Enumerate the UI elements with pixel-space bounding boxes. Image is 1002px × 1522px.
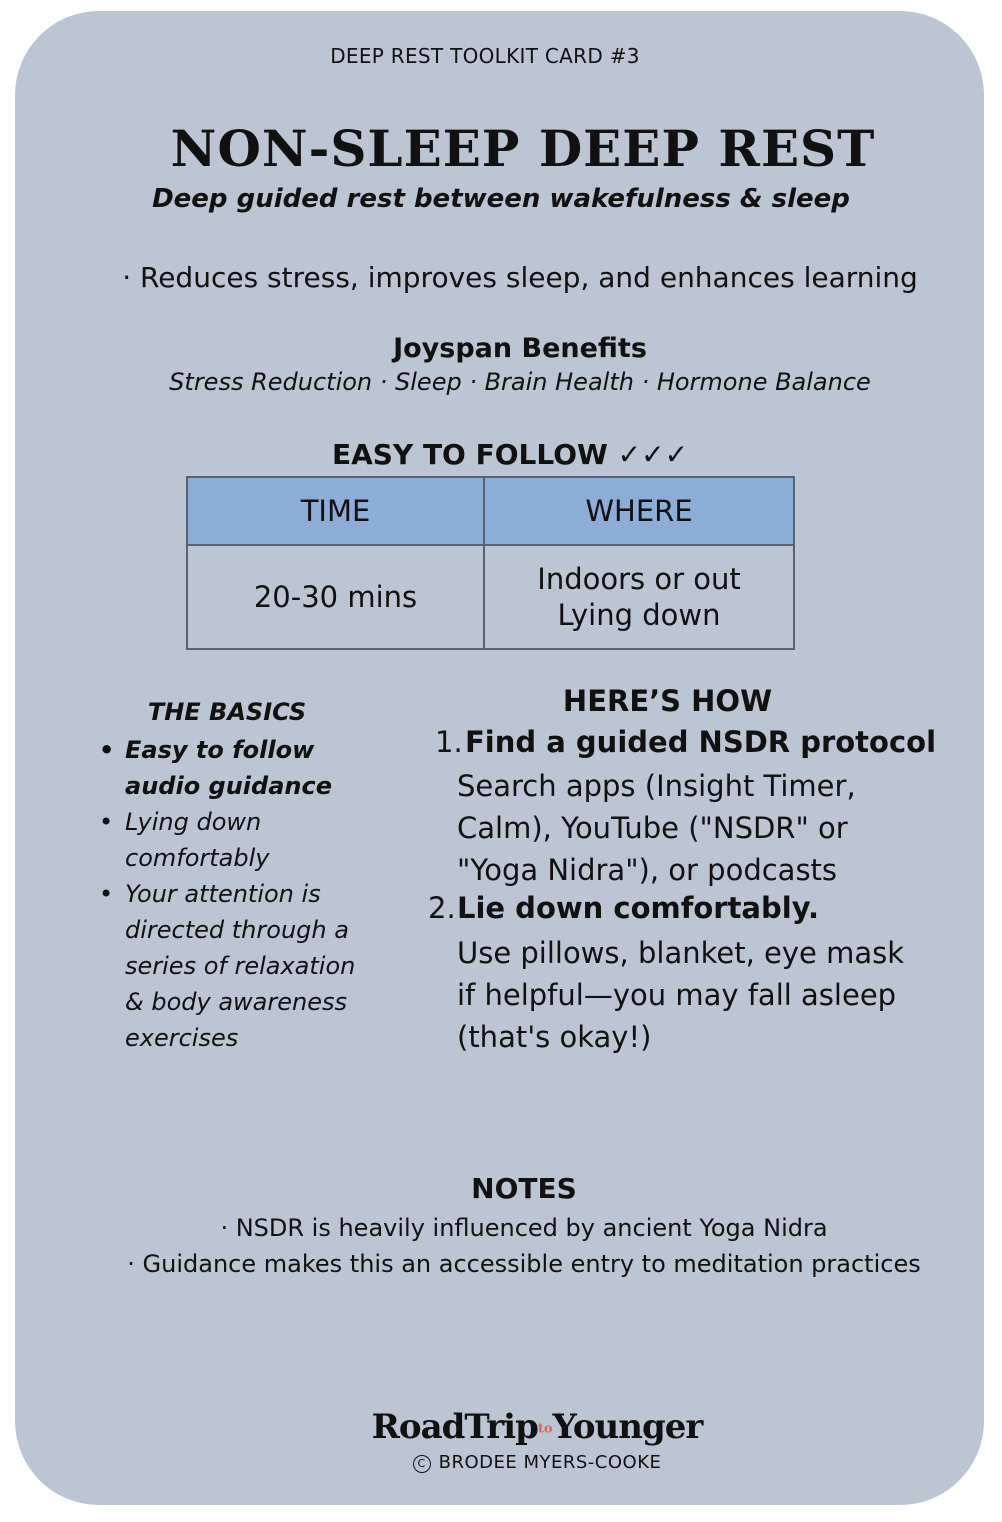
basics-line: audio guidance <box>125 772 332 800</box>
step-description <box>457 765 977 891</box>
step-title: Find a guided NSDR protocol <box>465 725 937 759</box>
basics-line: exercises <box>125 1024 239 1052</box>
table-row <box>187 545 794 649</box>
basics-line: Lying down <box>125 808 262 836</box>
basics-title: THE BASICS <box>147 698 307 726</box>
table-header-row <box>187 477 794 545</box>
basics-line: Easy to follow <box>125 736 315 764</box>
note-item: · NSDR is heavily influenced by ancient Yoga Nidra <box>220 1214 828 1242</box>
card-label: DEEP REST TOOLKIT CARD #3 <box>330 44 640 68</box>
note-item: · Guidance makes this an accessible entry to meditation practices <box>127 1250 921 1278</box>
step-line: Search apps (Insight Timer, <box>457 769 856 803</box>
basics-line: directed through a <box>125 916 349 944</box>
heres-how-title: HERE’S HOW <box>562 684 773 718</box>
list-item <box>95 732 395 804</box>
logo-trip: Trip <box>464 1407 538 1447</box>
step-line: Calm), YouTube ("NSDR" or <box>457 811 848 845</box>
joyspan-benefits-list: Stress Reduction · Sleep · Brain Health · Hormone Balance <box>169 368 871 396</box>
basics-line: comfortably <box>125 844 270 872</box>
easy-to-follow-title: EASY TO FOLLOW ✓✓✓ <box>331 438 689 471</box>
table-header-where: WHERE <box>484 477 794 545</box>
joyspan-title: Joyspan Benefits <box>393 333 647 364</box>
step-number: 1. <box>435 725 463 759</box>
time-where-table <box>186 476 795 650</box>
where-line: Indoors or out <box>537 562 741 596</box>
step-line: "Yoga Nidra"), or podcasts <box>457 853 838 887</box>
bullet-icon: • <box>99 736 115 764</box>
card-subtitle: Deep guided rest between wakefulness & sleep <box>152 184 850 214</box>
step-line: (that's okay!) <box>457 1020 652 1054</box>
bullet-icon: • <box>99 808 114 836</box>
step-description <box>457 932 977 1058</box>
toolkit-card <box>15 11 984 1505</box>
card-title: NON-SLEEP DEEP REST <box>170 119 876 178</box>
logo-to: to <box>537 1421 553 1437</box>
where-value <box>484 545 794 649</box>
logo-road: Road <box>371 1407 465 1447</box>
logo-younger: Younger <box>552 1407 703 1447</box>
copyright-icon: C <box>413 1455 431 1473</box>
list-item <box>95 876 395 1056</box>
road-trip-to-younger-logo <box>15 1407 1002 1447</box>
basics-line: & body awareness <box>125 988 347 1016</box>
copyright-line <box>15 1452 1002 1473</box>
benefit-line: · Reduces stress, improves sleep, and enhances learning <box>122 261 918 294</box>
bullet-icon: • <box>99 880 114 908</box>
step-line: if helpful—you may fall asleep <box>457 978 897 1012</box>
table-header-time: TIME <box>187 477 484 545</box>
step-line: Use pillows, blanket, eye mask <box>457 936 904 970</box>
time-value: 20-30 mins <box>187 545 484 649</box>
where-line: Lying down <box>557 598 721 632</box>
list-item <box>95 804 395 876</box>
basics-line: Your attention is <box>125 880 321 908</box>
step-title: Lie down comfortably. <box>457 891 819 925</box>
basics-line: series of relaxation <box>125 952 356 980</box>
copyright-text: BRODEE MYERS-COOKE <box>438 1452 662 1473</box>
step-number: 2. <box>428 891 456 925</box>
basics-list <box>95 732 395 1056</box>
notes-title: NOTES <box>471 1172 577 1205</box>
